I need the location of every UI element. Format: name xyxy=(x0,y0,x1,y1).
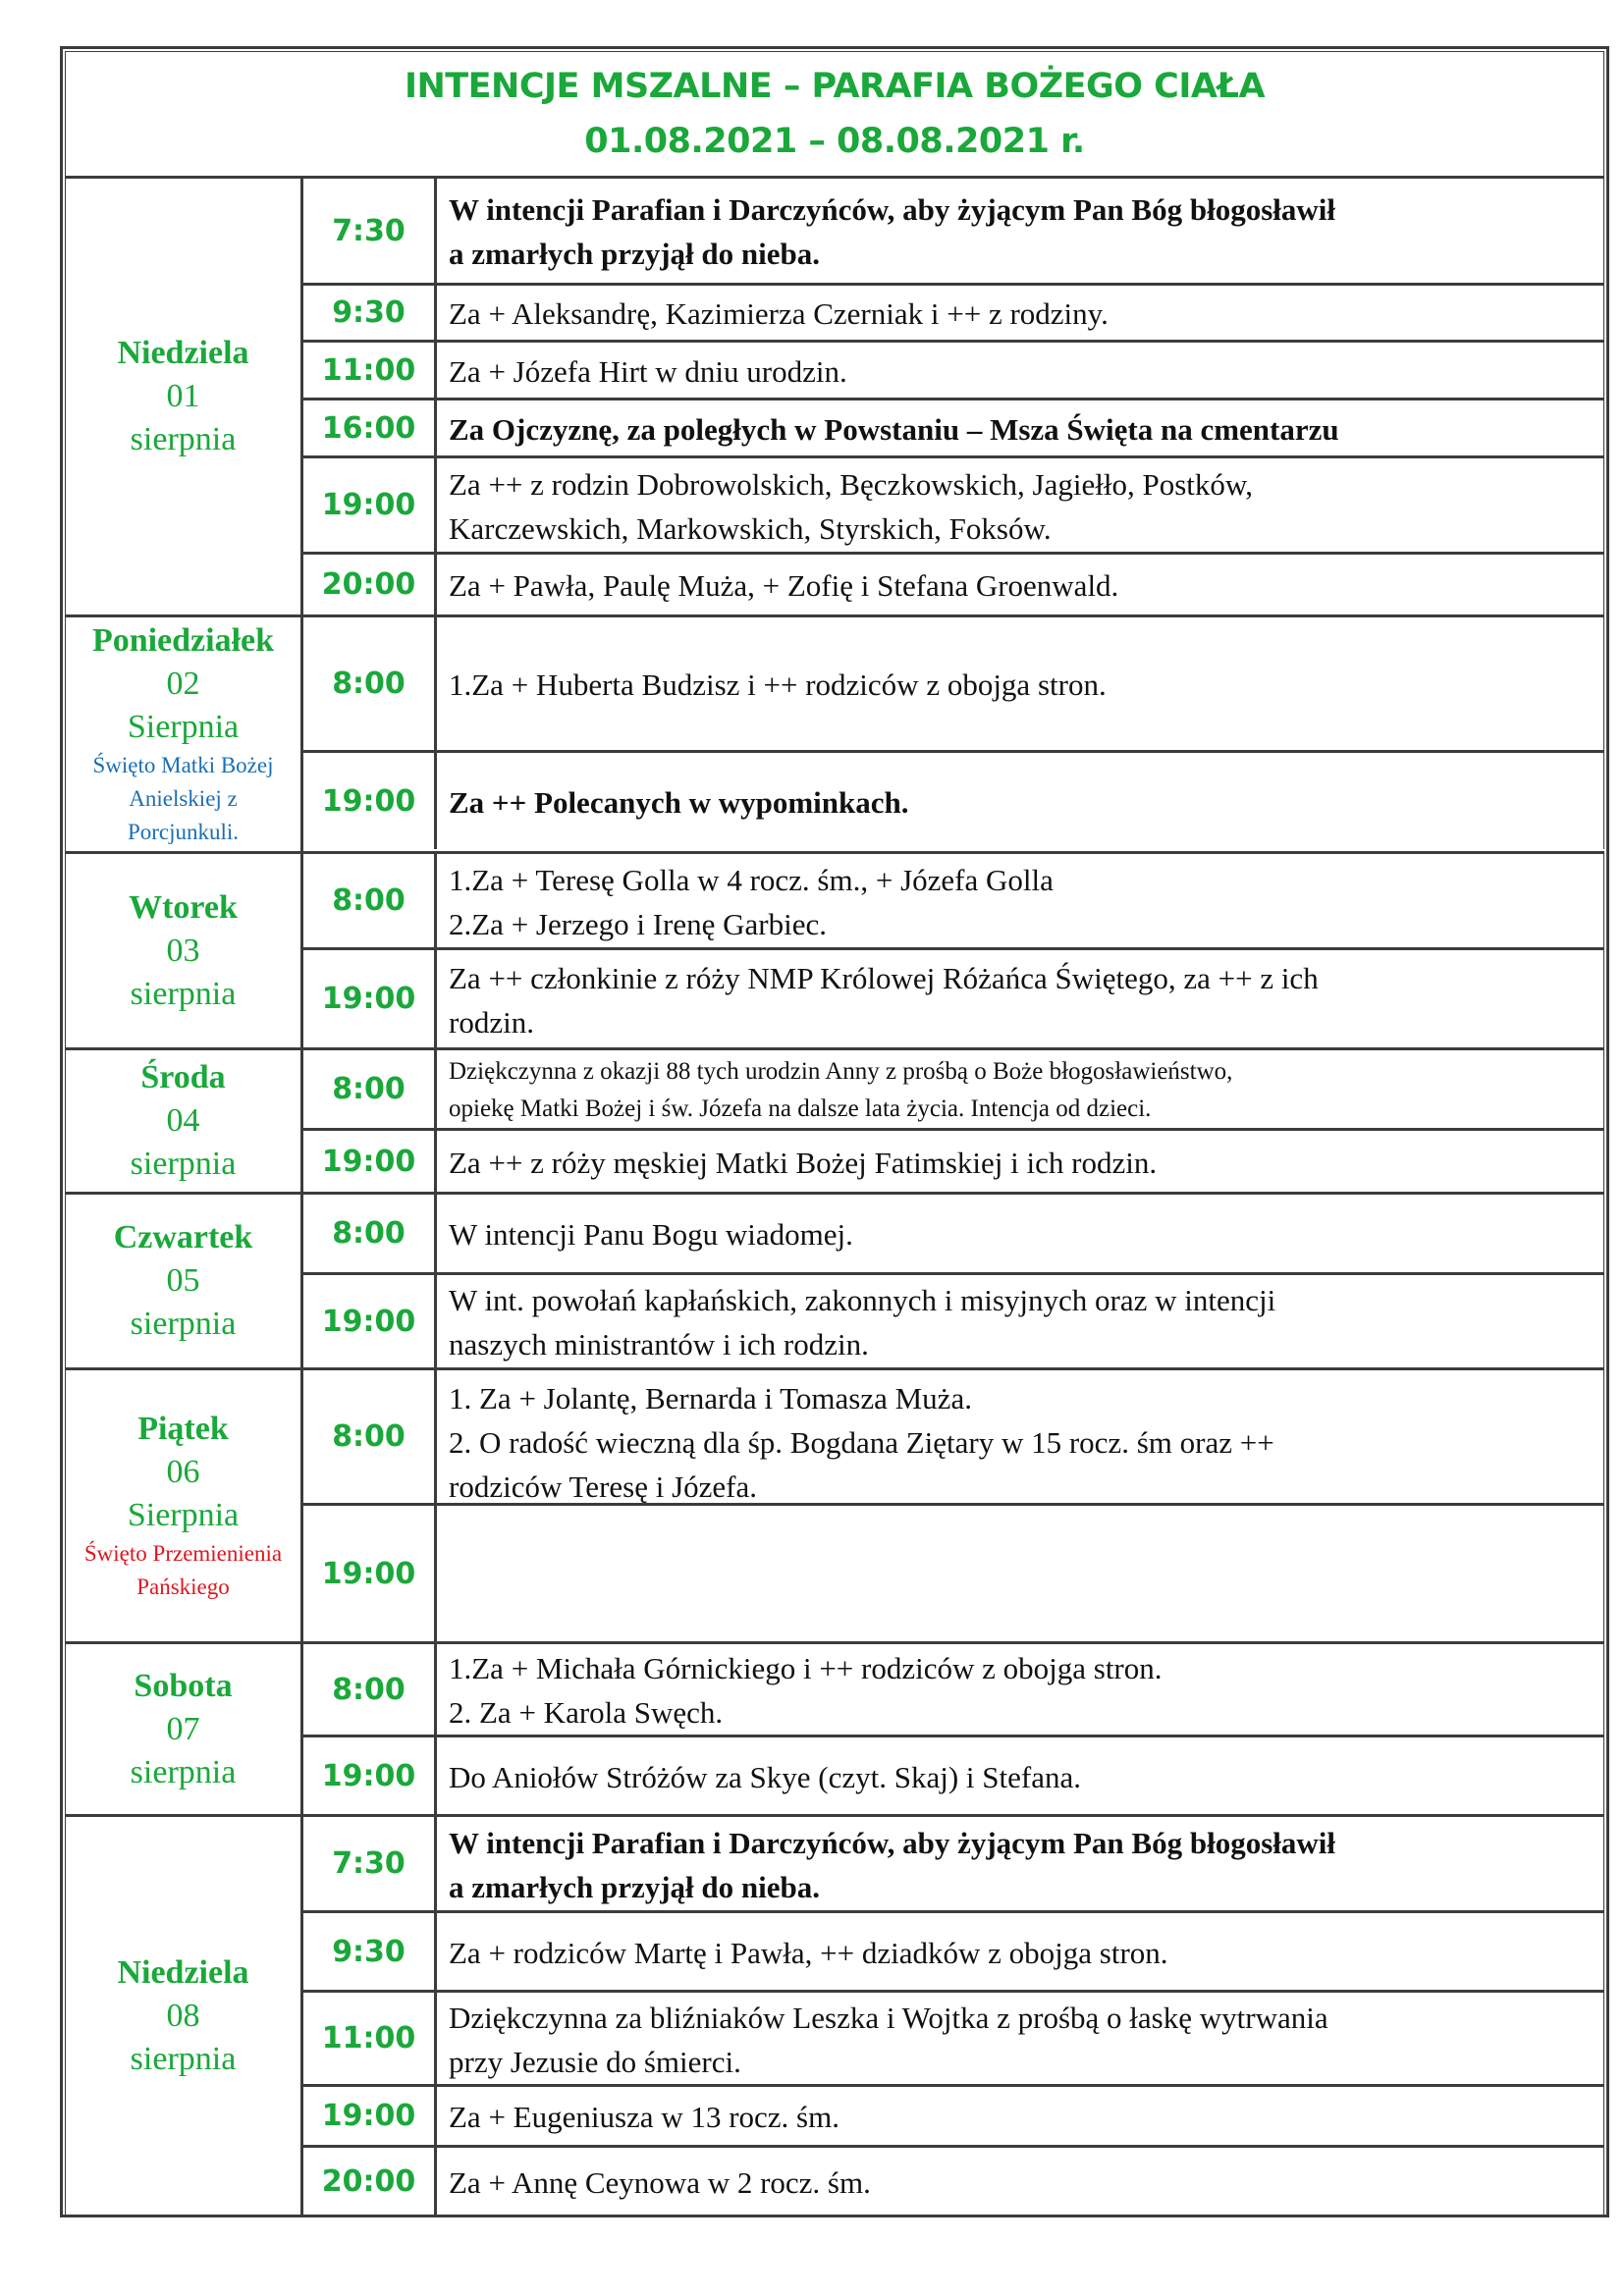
mass-row xyxy=(303,555,1604,614)
intention-line: rodzin. xyxy=(449,1004,534,1040)
mass-time: 11:00 xyxy=(303,1993,437,2084)
mass-row xyxy=(303,1195,1604,1275)
day-cell xyxy=(65,1195,303,1367)
mass-list xyxy=(303,1644,1604,1814)
day-row xyxy=(65,617,1604,854)
mass-intention xyxy=(437,1817,1604,1910)
day-row xyxy=(65,1817,1604,2215)
day-cell xyxy=(65,1370,303,1641)
day-cell xyxy=(65,179,303,614)
day-cell xyxy=(65,854,303,1047)
mass-time: 9:30 xyxy=(303,1913,437,1990)
intention-line: Za + Eugeniusza w 13 rocz. śm. xyxy=(449,2100,839,2134)
intention-line: W intencji Parafian i Darczyńców, aby żyjącym Pan Bóg błogosławił xyxy=(449,192,1335,227)
day-month: sierpnia xyxy=(130,421,237,457)
mass-time: 19:00 xyxy=(303,1131,437,1192)
day-name: Niedziela xyxy=(117,1953,249,1991)
mass-intention xyxy=(437,179,1604,283)
mass-intention xyxy=(437,2087,1604,2145)
day-cell xyxy=(65,1050,303,1192)
intention-line: naszych ministrantów i ich rodzin. xyxy=(449,1327,869,1362)
feast-note: Święto Matki Bożej Anielskiej z Porcjunkuli. xyxy=(92,753,274,844)
mass-row xyxy=(303,753,1604,849)
day-name: Czwartek xyxy=(113,1219,253,1255)
mass-time: 20:00 xyxy=(303,555,437,614)
intention-line: Karczewskich, Markowskich, Styrskich, Foksów. xyxy=(449,510,1052,546)
mass-row xyxy=(303,1131,1604,1192)
day-number: 04 xyxy=(166,1102,200,1139)
mass-time: 7:30 xyxy=(303,1817,437,1910)
mass-time: 19:00 xyxy=(303,753,437,849)
day-row xyxy=(65,179,1604,617)
mass-time: 8:00 xyxy=(303,1644,437,1735)
intention-line: W intencji Parafian i Darczyńców, aby żyjącym Pan Bóg błogosławił xyxy=(449,1825,1335,1860)
mass-row xyxy=(303,400,1604,458)
day-month: sierpnia xyxy=(130,975,237,1012)
day-row xyxy=(65,1195,1604,1370)
mass-intention xyxy=(437,286,1604,340)
mass-intention xyxy=(437,400,1604,455)
mass-list xyxy=(303,617,1604,851)
mass-row xyxy=(303,343,1604,400)
mass-intention xyxy=(437,753,1604,849)
mass-time: 16:00 xyxy=(303,400,437,455)
intention-line: Za + Pawła, Paulę Muża, + Zofię i Stefana Groenwald. xyxy=(449,568,1119,603)
intention-line: 1. Za + Jolantę, Bernarda i Tomasza Muża. xyxy=(449,1381,972,1415)
mass-time: 8:00 xyxy=(303,1370,437,1503)
mass-time: 19:00 xyxy=(303,1275,437,1367)
mass-time: 11:00 xyxy=(303,343,437,398)
day-row xyxy=(65,1644,1604,1817)
intention-line: W int. powołań kapłańskich, zakonnych i misyjnych oraz w intencji xyxy=(449,1283,1276,1317)
day-number: 07 xyxy=(166,1710,200,1747)
mass-intention xyxy=(437,854,1604,947)
intention-line: a zmarłych przyjął do nieba. xyxy=(449,237,820,271)
intention-line: Do Aniołów Stróżów za Skye (czyt. Skaj) i Stefana. xyxy=(449,1759,1081,1794)
mass-row xyxy=(303,617,1604,753)
day-name: Środa xyxy=(140,1059,226,1095)
mass-intention xyxy=(437,1195,1604,1272)
mass-time: 19:00 xyxy=(303,2087,437,2145)
mass-intention xyxy=(437,617,1604,750)
mass-intention xyxy=(437,1370,1604,1503)
mass-row xyxy=(303,950,1604,1047)
mass-list xyxy=(303,179,1604,614)
day-month: sierpnia xyxy=(130,1146,237,1182)
mass-row xyxy=(303,286,1604,343)
mass-list xyxy=(303,1195,1604,1367)
day-month: Sierpnia xyxy=(127,1497,240,1533)
intention-line: 1.Za + Teresę Golla w 4 rocz. śm., + Józefa Golla xyxy=(449,862,1054,897)
day-row xyxy=(65,854,1604,1050)
mass-intention xyxy=(437,1275,1604,1367)
mass-row xyxy=(303,1275,1604,1367)
mass-row xyxy=(303,1913,1604,1993)
mass-row xyxy=(303,854,1604,950)
mass-time: 19:00 xyxy=(303,1506,437,1641)
title-block xyxy=(65,51,1604,179)
page-title: INTENCJE MSZALNE – PARAFIA BOŻEGO CIAŁA xyxy=(404,67,1266,106)
mass-intention xyxy=(437,1050,1604,1128)
day-name: Sobota xyxy=(134,1667,233,1704)
mass-intention xyxy=(437,1737,1604,1814)
intention-line: Za ++ Polecanych w wypominkach. xyxy=(449,784,909,820)
mass-row xyxy=(303,1644,1604,1737)
day-number: 05 xyxy=(166,1262,200,1299)
day-name: Piątek xyxy=(137,1411,229,1447)
intention-line: 2. O radość wieczną dla śp. Bogdana Ziętary w 15 rocz. śm oraz ++ xyxy=(449,1425,1274,1460)
day-row xyxy=(65,1050,1604,1195)
mass-intention xyxy=(437,2148,1604,2215)
day-name: Poniedziałek xyxy=(91,622,275,659)
mass-list xyxy=(303,854,1604,1047)
day-month: sierpnia xyxy=(130,2040,237,2077)
mass-time: 19:00 xyxy=(303,950,437,1047)
mass-time: 8:00 xyxy=(303,854,437,947)
intention-line: Za + Annę Ceynowa w 2 rocz. śm. xyxy=(449,2164,871,2200)
mass-intention xyxy=(437,555,1604,614)
intention-line: przy Jezusie do śmierci. xyxy=(449,2044,741,2079)
intention-line: 2. Za + Karola Swęch. xyxy=(449,1695,724,1730)
day-number: 06 xyxy=(166,1454,200,1490)
feast-note: Święto Przemienienia Pańskiego xyxy=(83,1541,283,1599)
mass-row xyxy=(303,458,1604,555)
mass-list xyxy=(303,1050,1604,1192)
intention-line: Za + Aleksandrę, Kazimierza Czerniak i ++ z rodziny. xyxy=(449,296,1109,331)
mass-time: 20:00 xyxy=(303,2148,437,2215)
intention-line: 1.Za + Huberta Budzisz i ++ rodziców z obojga stron. xyxy=(449,667,1107,702)
mass-row xyxy=(303,1050,1604,1131)
day-number: 08 xyxy=(166,1997,200,2034)
intention-line: W intencji Panu Bogu wiadomej. xyxy=(449,1217,853,1252)
day-name: Wtorek xyxy=(129,888,238,926)
mass-time: 19:00 xyxy=(303,458,437,552)
mass-time: 19:00 xyxy=(303,1737,437,1814)
day-number: 01 xyxy=(166,378,200,414)
intentions-sheet xyxy=(60,46,1609,2217)
mass-row xyxy=(303,2148,1604,2215)
day-cell xyxy=(65,617,303,851)
date-range: 01.08.2021 – 08.08.2021 r. xyxy=(584,122,1085,161)
intention-line: Za Ojczyznę, za poległych w Powstaniu – Msza Święta na cmentarzu xyxy=(449,411,1339,447)
day-number: 03 xyxy=(166,932,200,969)
day-month: Sierpnia xyxy=(127,709,240,745)
mass-intention xyxy=(437,1131,1604,1192)
mass-intention xyxy=(437,1506,1604,1641)
mass-time: 7:30 xyxy=(303,179,437,283)
day-month: sierpnia xyxy=(130,1306,237,1342)
intention-line: Dziękczynna za bliźniaków Leszka i Wojtka z prośbą o łaskę wytrwania xyxy=(449,2000,1328,2035)
mass-intention xyxy=(437,1913,1604,1990)
mass-time: 9:30 xyxy=(303,286,437,340)
intention-line: Za ++ członkinie z róży NMP Królowej Różańca Świętego, za ++ z ich xyxy=(449,960,1319,995)
intention-line: a zmarłych przyjął do nieba. xyxy=(449,1869,820,1904)
intention-line: Dziękczynna z okazji 88 tych urodzin Anny z prośbą o Boże błogosławieństwo, xyxy=(449,1057,1233,1085)
mass-row xyxy=(303,1506,1604,1641)
mass-time: 8:00 xyxy=(303,617,437,750)
intention-line: Za + Józefa Hirt w dniu urodzin. xyxy=(449,353,847,389)
day-month: sierpnia xyxy=(130,1753,237,1790)
day-number: 02 xyxy=(166,666,200,702)
intention-line: 2.Za + Jerzego i Irenę Garbiec. xyxy=(449,906,827,941)
intention-line: Za ++ z rodzin Dobrowolskich, Bęczkowskich, Jagiełło, Postków, xyxy=(449,466,1254,502)
mass-intention xyxy=(437,458,1604,552)
mass-row xyxy=(303,1370,1604,1506)
intention-line: opiekę Matki Bożej i św. Józefa na dalsze lata życia. Intencja od dzieci. xyxy=(449,1095,1152,1122)
mass-time: 8:00 xyxy=(303,1050,437,1128)
mass-list xyxy=(303,1370,1604,1641)
intention-line: Za + rodziców Martę i Pawła, ++ dziadków z obojga stron. xyxy=(449,1935,1168,1970)
mass-time: 8:00 xyxy=(303,1195,437,1272)
day-cell xyxy=(65,1644,303,1814)
mass-list xyxy=(303,1817,1604,2215)
mass-intention xyxy=(437,1644,1604,1735)
mass-row xyxy=(303,1993,1604,2087)
intention-line: 1.Za + Michała Górnickiego i ++ rodziców z obojga stron. xyxy=(449,1651,1163,1685)
intention-line: Za ++ z róży męskiej Matki Bożej Fatimskiej i ich rodzin. xyxy=(449,1145,1158,1180)
day-row xyxy=(65,1370,1604,1644)
mass-row xyxy=(303,1737,1604,1814)
mass-intention xyxy=(437,343,1604,398)
mass-intention xyxy=(437,950,1604,1047)
mass-row xyxy=(303,179,1604,286)
mass-row xyxy=(303,1817,1604,1913)
day-name: Niedziela xyxy=(117,335,249,371)
mass-row xyxy=(303,2087,1604,2148)
intention-line: rodziców Teresę i Józefa. xyxy=(449,1469,757,1504)
mass-intention xyxy=(437,1993,1604,2084)
day-cell xyxy=(65,1817,303,2215)
